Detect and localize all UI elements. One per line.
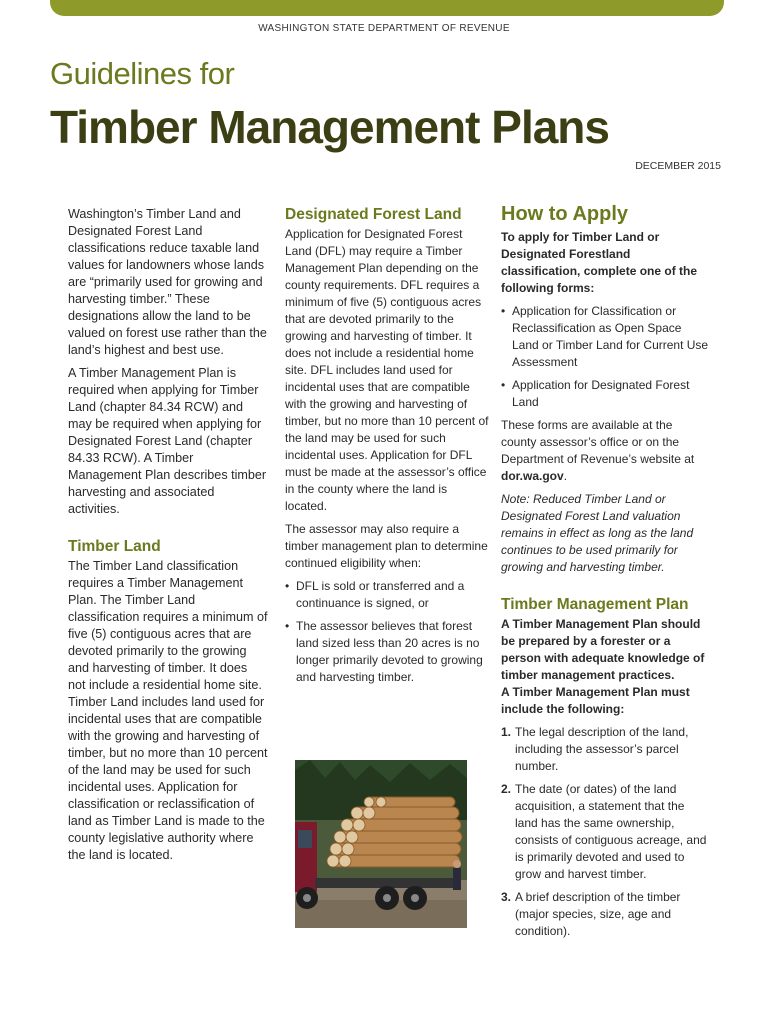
agency-name: WASHINGTON STATE DEPARTMENT OF REVENUE [258,23,510,34]
list-item: • The assessor believes that forest land sized less than 20 acres is no longer primarily devoted to growing and harvesting timber. [285,619,483,684]
list-item: • Application for Classification or Reclassification as Open Space Land or Timber Land for Current Use Assessment [501,304,709,369]
website-link[interactable]: dor.wa.gov [501,469,564,483]
how-to-apply-heading: How to Apply [501,203,629,225]
list-item: 2. The date (or dates) of the land acquisition, a statement that the land has the same ownership, consists of contiguous acreage, and is primarily devoted and used to grow and harvest timber. [501,782,707,881]
forms-list [501,303,709,411]
column-right [501,203,709,946]
dfl-paragraph: Application for Designated Forest Land (DFL) may require a Timber Management Plan depending on the county requirements. DFL requires a minimum of five (5) contiguous acres that are devoted primarily to the growing and harvesting of timber. It does not include a residential home site. DFL includes land used for incidental uses that are compatible with the growing and harvesting of timber, but no more than 10 percent of the land may be used for such incidental uses. Application for DFL must be made at the assessor’s office in the county where the land is located. [285,227,489,513]
timber-management-plan-heading: Timber Management Plan [501,596,689,613]
subtitle: Guidelines for [50,56,235,91]
dfl-heading: Designated Forest Land [285,206,462,223]
apply-intro: To apply for Timber Land or Designated Forestland classification, complete one of the following forms: [501,230,698,295]
timber-land-paragraph: The Timber Land classification requires a Timber Management Plan. The Timber Land classification requires a minimum of five (5) contiguous acres that are devoted primarily to the growing and harvesting of timber. It does not include a residential home site. Timber Land includes land used for incidental uses that are compatible with the growing and harvesting of timber, but no more than 10 percent of the land may be used for such incidental uses. Application for classification or reclassification of land as Timber Land is made to the county legislative authority where the land is located. [68,559,268,862]
plan-requirements-intro: A Timber Management Plan must include the following: [501,685,690,716]
list-item: • Application for Designated Forest Land [501,378,690,409]
column-middle [285,206,490,692]
valuation-note: Note: Reduced Timber Land or Designated Forest Land valuation remains in effect as long as the land continues to be used primarily for growing and harvesting timber. [501,492,694,574]
plan-requirements-list [501,724,709,940]
assessor-paragraph: The assessor may also require a timber management plan to determine continued eligibility when: [285,522,488,570]
column-left [68,206,268,870]
plan-preparer: A Timber Management Plan should be prepared by a forester or a person with adequate knowledge of timber management practices. [501,617,705,682]
list-item: 3. A brief description of the timber (major species, size, age and condition). [501,890,681,938]
intro-paragraph: Washington’s Timber Land and Designated Forest Land classifications reduce taxable land values for landowners whose lands are “primarily used for growing and harvesting timber.” These designations allow the land to be valued on forest use rather than the land’s highest and best use. [68,207,267,357]
log-truck-photo [295,760,467,928]
forms-availability: These forms are available at the county assessor’s office or on the Department of Revenue’s website at dor.wa.gov. [501,418,695,483]
publication-date: DECEMBER 2015 [635,160,721,172]
plan-requirement-paragraph: A Timber Management Plan is required when applying for Timber Land (chapter 84.34 RCW) and may be required when applying for Designated Forest Land (chapter 84.33 RCW). A Timber Management Plan describes timber harvesting and associated activities. [68,366,267,516]
eligibility-list [285,578,490,686]
top-accent-bar [50,0,724,16]
page-title: Timber Management Plans [50,101,609,153]
timber-land-heading: Timber Land [68,538,161,555]
list-item: 1. The legal description of the land, including the assessor’s parcel number. [501,725,689,773]
list-item: • DFL is sold or transferred and a continuance is signed, or [285,579,465,610]
